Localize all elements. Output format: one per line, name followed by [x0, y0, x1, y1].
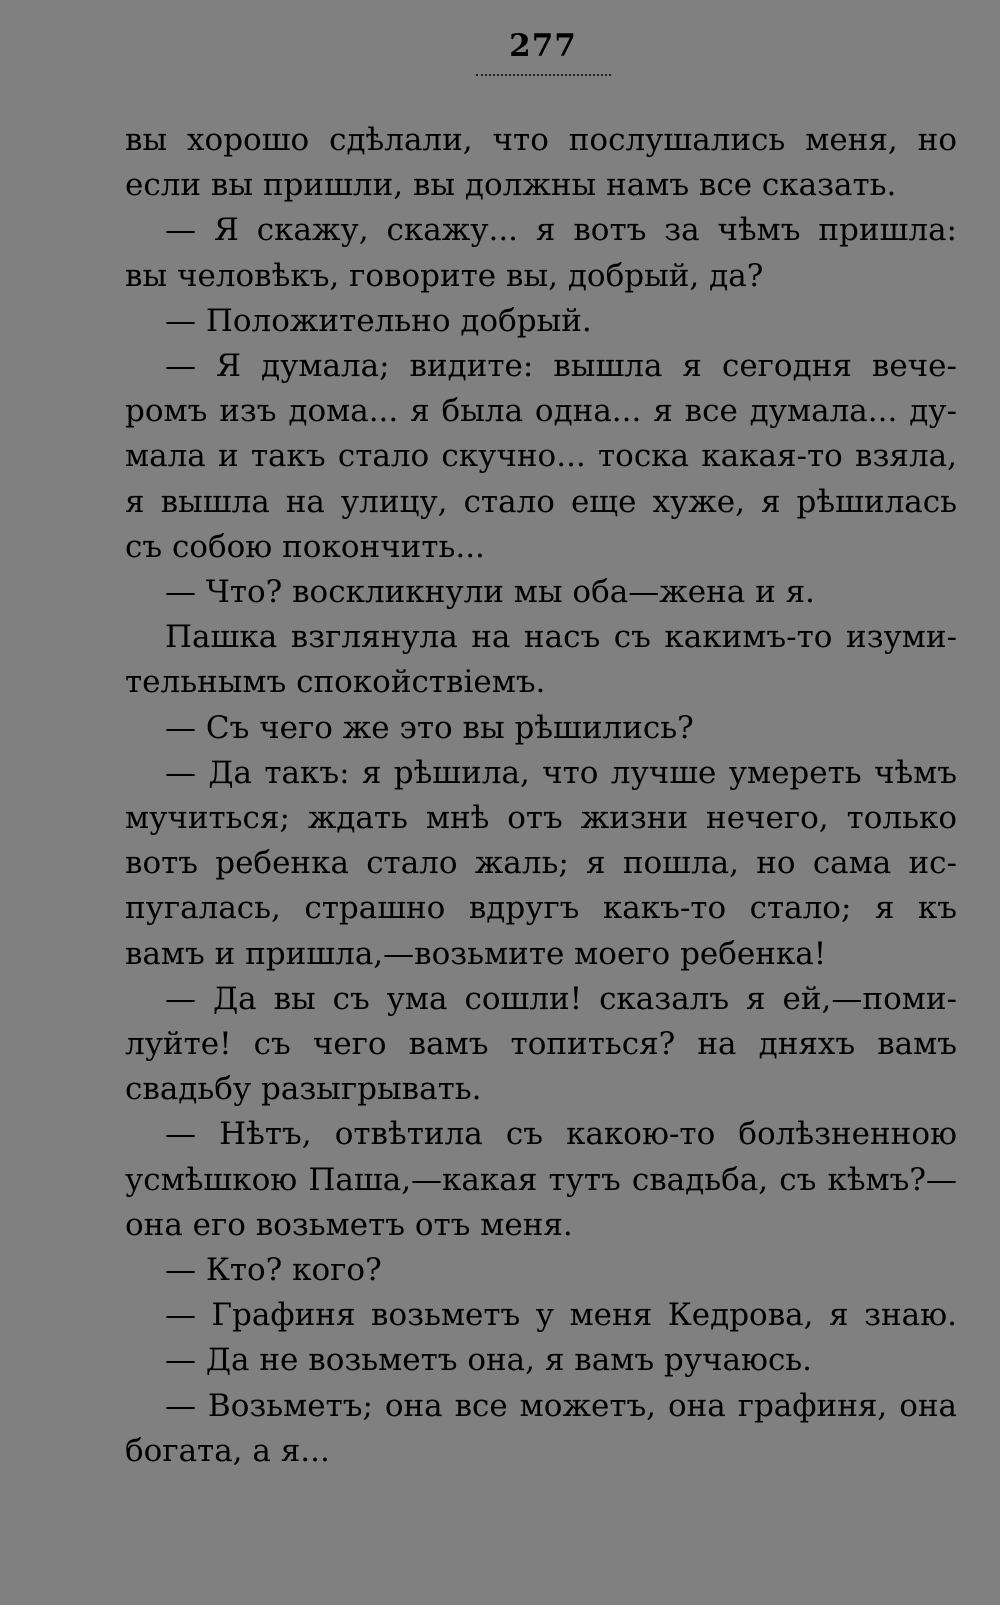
text-line: вамъ и пришла,—возьмите моего ребенка!	[125, 935, 827, 972]
page-number: 277	[509, 28, 577, 64]
text-line: я вышла на улицу, стало еще хуже, я рѣшилась	[125, 483, 957, 520]
text-line: она его возьметъ отъ меня.	[125, 1206, 573, 1243]
text-line: — Съ чего же это вы рѣшились?	[165, 709, 694, 746]
text-line: — Нѣтъ, отвѣтила съ какою-то болѣзненною	[165, 1116, 957, 1153]
text-line: тельнымъ спокойствіемъ.	[125, 664, 546, 701]
text-line: вы хорошо сдѣлали, что послушались меня, но	[125, 122, 957, 158]
text-line: Пашка взглянула на насъ съ какимъ-то изуми-	[165, 619, 957, 656]
body-text	[125, 118, 957, 1474]
text-line: — Графиня возьметъ у меня Кедрова, я знаю.	[165, 1297, 957, 1334]
text-line: мала и такъ стало скучно... тоска какая-то взяла,	[125, 438, 957, 475]
text-line: — Я скажу, скажу... я вотъ за чѣмъ пришла:	[165, 212, 957, 249]
text-line: — Да вы съ ума сошли! сказалъ я ей,—поми-	[165, 980, 957, 1017]
text-line: ромъ изъ дома... я была одна... я все думала... ду-	[125, 393, 957, 430]
text-line: — Возьметъ; она все можетъ, она графиня, она	[165, 1387, 957, 1424]
text-line: луйте! съ чего вамъ топиться? на дняхъ вамъ	[125, 1026, 957, 1063]
text-line: свадьбу разыгрывать.	[125, 1071, 482, 1108]
text-line: — Да такъ: я рѣшила, что лучше умереть чѣмъ	[165, 754, 957, 791]
text-line: — Положительно добрый.	[165, 302, 592, 339]
text-line: богата, а я...	[125, 1432, 330, 1469]
text-line: мучиться; ждать мнѣ отъ жизни нечего, только	[125, 800, 957, 837]
text-line: вотъ ребенка стало жаль; я пошла, но сама ис-	[125, 845, 957, 882]
text-line: — Я думала; видите: вышла я сегодня вече-	[165, 348, 957, 385]
text-line: съ собою покончить...	[125, 528, 485, 565]
text-line: если вы пришли, вы должны намъ все сказать.	[125, 167, 897, 204]
text-line: — Да не возьметъ она, я вамъ ручаюсь.	[165, 1342, 813, 1379]
text-line: вы человѣкъ, говорите вы, добрый, да?	[125, 257, 764, 294]
header-rule	[476, 74, 611, 76]
text-line: — Кто? кого?	[165, 1252, 382, 1289]
text-line: — Что? воскликнули мы оба—жена и я.	[165, 574, 816, 611]
text-line: усмѣшкою Паша,—какая тутъ свадьба, съ кѣмъ?—	[125, 1161, 957, 1198]
text-line: пугалась, страшно вдругъ какъ-то стало; я къ	[125, 890, 957, 927]
